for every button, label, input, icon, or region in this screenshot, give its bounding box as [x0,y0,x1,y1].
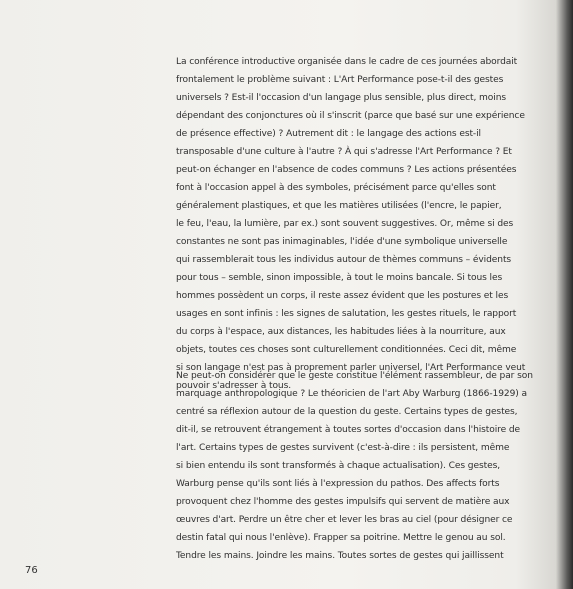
text-line: œuvres d'art. Perdre un être cher et lever les bras au ciel (pour désigner ce [176,515,513,525]
text-line: dépendant des conjonctures où il s'inscrit (parce que basé sur une expérience [176,111,525,121]
text-line: du corps à l'espace, aux distances, les habitudes liées à la nourriture, aux [176,327,506,337]
text-line: transposable d'une culture à l'autre ? À qui s'adresse l'Art Performance ? Et [176,147,512,157]
text-line: marquage anthropologique ? Le théoricien de l'art Aby Warburg (1866-1929) a [176,389,527,399]
paragraph-2 [176,367,540,565]
paragraph-1 [176,53,540,395]
text-line: pouvoir s'adresser à tous. [176,381,292,391]
text-line: hommes possèdent un corps, il reste assez évident que les postures et les [176,291,509,301]
text-line: généralement plastiques, et que les matières utilisées (l'encre, le papier, [176,201,502,211]
text-line: de présence effective) ? Autrement dit : le langage des actions est-il [176,129,481,139]
text-line: Warburg pense qu'ils sont liés à l'expression du pathos. Des affects forts [176,479,500,489]
text-line: dit-il, se retrouvent étrangement à toutes sortes d'occasion dans l'histoire de [176,425,521,435]
text-line: objets, toutes ces choses sont culturellement conditionnées. Ceci dit, même [176,345,517,355]
text-line: Ne peut-on considérer que le geste constitue l'élément rassembleur, de par son [176,371,533,381]
text-line: Tendre les mains. Joindre les mains. Toutes sortes de gestes qui jaillissent [176,551,504,561]
text-line: usages en sont infinis : les signes de salutation, les gestes rituels, le rapport [176,309,517,319]
text-line: destin fatal qui nous l'enlève). Frapper sa poitrine. Mettre le genou au sol. [176,533,506,543]
text-line: font à l'occasion appel à des symboles, précisément parce qu'elles sont [176,183,496,193]
text-line: provoquent chez l'homme des gestes impulsifs qui servent de matière aux [176,497,510,507]
text-line: La conférence introductive organisée dans le cadre de ces journées abordait [176,57,518,67]
text-line: pour tous – semble, sinon impossible, à tout le moins bancale. Si tous les [176,273,503,283]
text-line: qui rassemblerait tous les individus autour de thèmes communs – évidents [176,255,512,265]
text-line: si bien entendu ils sont transformés à chaque actualisation). Ces gestes, [176,461,500,471]
text-line: universels ? Est-il l'occasion d'un langage plus sensible, plus direct, moins [176,93,506,103]
page-number: 76 [25,565,38,576]
text-line: frontalement le problème suivant : L'Art Performance pose-t-il des gestes [176,75,504,85]
text-line: le feu, l'eau, la lumière, par ex.) sont souvent suggestives. Or, même si des [176,219,514,229]
text-line: l'art. Certains types de gestes survivent (c'est-à-dire : ils persistent, même [176,443,510,453]
text-line: centré sa réflexion autour de la question du geste. Certains types de gestes, [176,407,518,417]
text-line: si son langage n'est pas à proprement parler universel, l'Art Performance veut [176,363,526,373]
text-line: peut-on échanger en l'absence de codes communs ? Les actions présentées [176,165,517,175]
text-line: constantes ne sont pas inimaginables, l'idée d'une symbolique universelle [176,237,508,247]
